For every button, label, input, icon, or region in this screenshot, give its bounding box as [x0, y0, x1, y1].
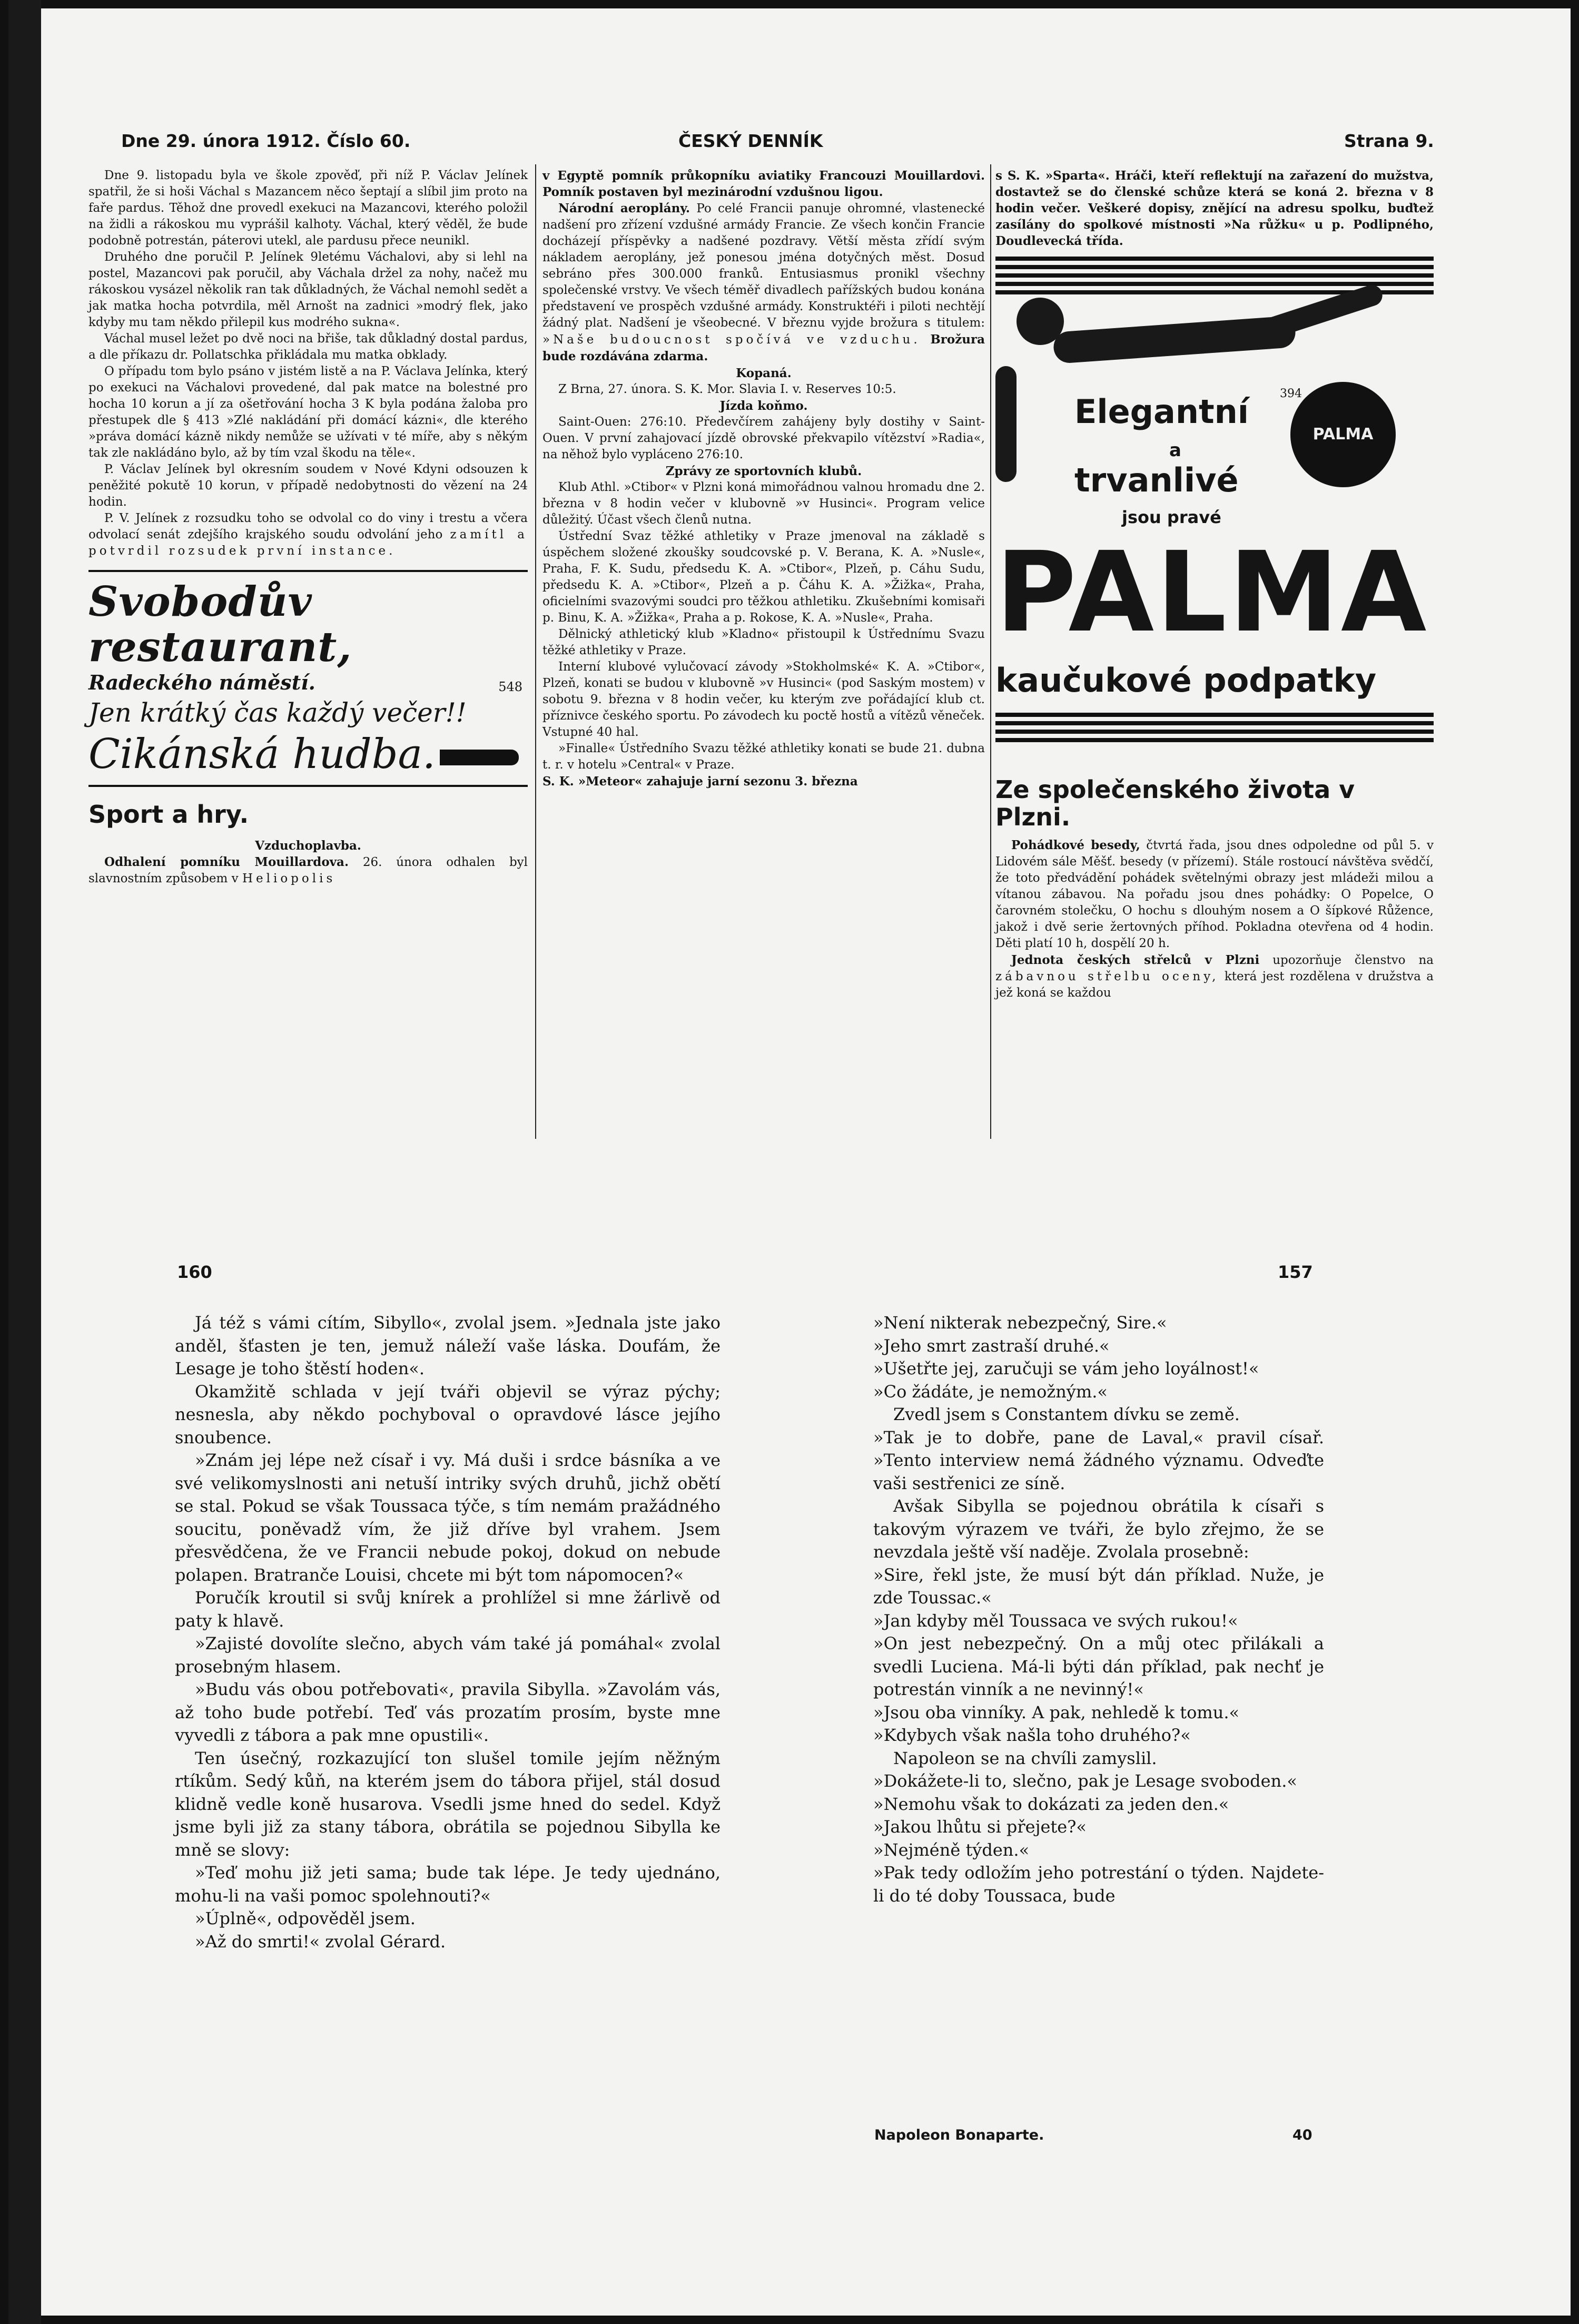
article-paragraph: Saint-Ouen: 276:10. Předevčírem zahájeny byly dostihy v Saint-Ouen. V první zahajovací jízdě obrovské překvapilo vítězství »Radia«, na něhož bylo vypláceno 276:10.	[542, 415, 985, 461]
ad-slogan: Jen krátký čas každý večer!!	[88, 697, 467, 728]
column-1	[88, 168, 528, 887]
article-paragraph: Národní aeroplány. Po celé Francii panuje ohromné, vlastenecké nadšení pro zřízení vzdušné armády Francie. Ze všech končin Francie docházejí příspěvky a nadšené pozdravy. Větší města zřídí svým nákladem aeroplány, jež ponesou jména dotyčných měst. Dosud sebráno přes 300.000 franků. Entusiasmus pronikl všechny společenské vrstvy. Ve všech téměř divadlech pařížských budou konána představení ve prospěch vzdušné armády. Konstruktéři i piloti nechtějí žádný plat. Nadšení je všeobecné. V březnu vyjde brožura s titulem: »Naše budoucnost spočívá ve vzduchu. Brožura bude rozdávána zdarma.	[542, 201, 985, 363]
book-paragraph: »Nejméně týden.«	[873, 1839, 1030, 1860]
subheading: Kopaná.	[736, 366, 792, 380]
book-footer-number: 40	[1292, 2127, 1312, 2143]
book-paragraph: »Jeho smrt zastraší druhé.«	[873, 1335, 1110, 1356]
book-paragraph: »Jakou lhůtu si přejete?«	[873, 1817, 1087, 1837]
aviation-paragraph: Odhalení pomníku Mouillardova. 26. února odhalen byl slavnostním způsobem v Heliopolis	[88, 855, 528, 885]
ad-restaurant-name: Svobodův restaurant,	[88, 578, 352, 671]
book-paragraph: »Kdybych však našla toho druhého?«	[873, 1725, 1191, 1745]
ad-number: 548	[498, 680, 522, 694]
book-paragraph: »Jan kdyby měl Toussaca ve svých rukou!«	[873, 1610, 1238, 1631]
article-paragraph: Ústřední Svaz těžké athletiky v Praze jmenoval na základě s úspěchem složené zkoušky soudcovské p. V. Berana, K. A. »Nusle«, Praha, F. K. Sudu, předsedu K. A. »Ctibor«, Plzeň, p. Cáhu Sudu, předsedu K. A. »Ctibor«, Plzeň a p. Čáhu K. A. »Žižka«, Praha, oficielními svazovými soudci pro těžkou athletiku. Zkušebními komisaři p. Binu, K. A. »Žižka«, Praha a p. Rokose, K. A. »Nusle«, Praha.	[542, 529, 985, 625]
palma-are: jsou pravé	[1122, 507, 1221, 527]
masthead: ČESKÝ DENNÍK	[678, 131, 823, 151]
aviation-heading: Vzduchoplavba.	[255, 839, 361, 853]
pointing-hand-icon	[440, 750, 519, 765]
book-paragraph: »Zajisté dovolíte slečno, abych vám také já pomáhal« zvolal prosebným hlasem.	[175, 1633, 721, 1677]
book-paragraph: »Ušetřte jej, zaručuji se vám jeho loyálnost!«	[873, 1358, 1259, 1378]
palma-ad	[995, 257, 1434, 772]
book-paragraph: »Nemohu však to dokázati za jeden den.«	[873, 1794, 1229, 1814]
article-paragraph: Váchal musel ležet po dvě noci na břiše, tak důkladný dostal pardus, a dle příkazu dr. Pollatschka přikládala mu matka obklady.	[88, 332, 528, 362]
article-paragraph: Klub Athl. »Ctibor« v Plzni koná mimořádnou valnou hromadu dne 2. března v 8 hodin večer v klubovně »v Husinci«. Program velice důležitý. Účast všech členů nutna.	[542, 480, 985, 527]
article-paragraph: s S. K. »Sparta«. Hráči, kteří reflektují na zařazení do mužstva, dostavtež se do členské schůze která se koná 2. března v 8 hodin večer. Veškeré dopisy, znějící na adresu spolku, buďtež zasílány do spolkové místnosti »Na růžku« u p. Podlipného, Doudlevecká třída.	[995, 169, 1434, 248]
right-page-number: 157	[1278, 1262, 1313, 1282]
book-paragraph: »Teď mohu již jeti sama; bude tak lépe. Je tedy ujednáno, mohu-li na vaši pomoc spolehnouti?«	[175, 1863, 721, 1906]
column-rule	[535, 164, 536, 1139]
article-paragraph: S. K. »Meteor« zahajuje jarní sezonu 3. března	[542, 774, 858, 789]
article-paragraph: Pohádkové besedy, čtvrtá řada, jsou dnes odpoledne od půl 5. v Lidovém sále Měšť. besedy (v přízemí). Stále rostoucí návštěva svědčí, že toto předvádění pohádek světelnými obrazy jest mládeži milou a vítanou zábavou. Na pořadu jsou dnes pohádky: O Popelce, O čarovném stolečku, O hochu s dlouhým nosem a O šípkové Růžence, jakož i dvě serie žertovných příhod. Pokladna otevřena od 4 hodin. Děti platí 10 h, dospělí 20 h.	[995, 838, 1434, 950]
page-number: Strana 9.	[1344, 131, 1434, 151]
book-paragraph: »Až do smrti!« zvolal Gérard.	[195, 1931, 446, 1952]
book-paragraph: »Budu vás obou potřebovati«, pravila Sibylla. »Zavolám vás, až toho bude potřebí. Teď vás prozatím prosím, byste mne vyvedli z tábora a pak mne opustili«.	[175, 1679, 721, 1745]
book-paragraph: Poručík kroutil si svůj knírek a prohlížel si mne žárlivě od paty k hlavě.	[175, 1588, 721, 1631]
right-book-page	[873, 1312, 1324, 1907]
article-paragraph: Jednota českých střelců v Plzni upozorňuje členstvo na zábavnou střelbu oceny, která jest rozdělena v družstva a jež koná se každou	[995, 953, 1434, 1000]
runner-arm-figure	[995, 366, 1017, 482]
book-paragraph: Ten úsečný, rozkazující ton slušel tomile jejím něžným rtíkům. Sedý kůň, na kterém jsem do tábora přijel, stál dosud klidně vedle koně husarova. Vsedli jsme hned do sedel. Když jsme byli již za stany tábora, obrátila se pojednou Sibylla ke mně se slovy:	[175, 1748, 721, 1860]
palma-subtitle: kaučukové podpatky	[995, 661, 1377, 700]
subheading: Zprávy ze sportovních klubů.	[665, 464, 862, 478]
book-footer-title: Napoleon Bonaparte.	[874, 2127, 1044, 2143]
book-paragraph: »Pak tedy odložím jeho potrestání o týden. Najdete-li do té doby Toussaca, bude	[873, 1863, 1324, 1906]
book-paragraph: »Sire, řekl jste, že musí být dán příklad. Nuže, je zde Toussac.«	[873, 1564, 1324, 1608]
sport-heading: Sport a hry.	[88, 800, 249, 829]
book-paragraph: »Není nikterak nebezpečný, Sire.«	[873, 1313, 1167, 1333]
issue-date: Dne 29. února 1912. Číslo 60.	[121, 131, 411, 151]
book-paragraph: Zvedl jsem s Constantem dívku se země.	[893, 1404, 1240, 1424]
article-paragraph: Z Brna, 27. února. S. K. Mor. Slavia I. v. Reserves 10:5.	[558, 382, 896, 396]
book-paragraph: »Znám jej lépe než císař i vy. Má duši i srdce básníka a ve své velikomyslnosti ani netuší intriky svých druhů, jichž obětí se stal. Pokud se však Toussaca týče, s tím nemám pražádného soucitu, poněvadž vím, že již dříve byl vrahem. Jsem přesvědčena, že ve Francii nebude pokoj, dokud on nebude polapen. Bratranče Louisi, chcete mi být tom nápomocen?«	[175, 1450, 721, 1585]
palma-durable: trvanlivé	[1074, 461, 1239, 499]
article-paragraph: P. V. Jelínek z rozsudku toho se odvolal co do viny i trestu a včera odvolací senát zdejšího krajského soudu odvolání jeho zamítl a potvrdil rozsudek první instance.	[88, 511, 528, 558]
book-paragraph: Já též s vámi cítím, Sibyllo«, zvolal jsem. »Jednala jste jako anděl, šťasten je ten, jemuž náleží vaše láska. Doufám, že Lesage je toho štěstí hoden«.	[175, 1313, 721, 1378]
book-paragraph: Napoleon se na chvíli zamyslil.	[893, 1748, 1157, 1768]
column-3	[995, 168, 1434, 1001]
left-book-page	[175, 1312, 721, 1953]
article-paragraph: O případu tom bylo psáno v jistém listě a na P. Václava Jelínka, který po exekuci na Váchalovi provedené, dal pak matce na bolestné pro hocha 10 korun a jí za ošetřování hocha 3 K byla podána žaloba pro přestupek dle § 413 »Zlé nakládání při domácí kázni«, dle kterého »práva domácí kázně nikdy nemůže se užívati v té míře, aby s někým tak zle nakládáno bylo, až by tím vzal škodu na těle«.	[88, 365, 528, 460]
column-2	[542, 168, 985, 790]
article-paragraph: Dělnický athletický klub »Kladno« přistoupil k Ústřednímu Svazu těžké athletiky v Praze.	[542, 627, 985, 657]
restaurant-ad	[88, 570, 528, 787]
palma-and: a	[1169, 440, 1181, 461]
society-heading: Ze společenského života v Plzni.	[995, 775, 1355, 831]
article-paragraph: v Egyptě pomník průkopníku aviatiky Francouzi Mouillardovi. Pomník postaven byl mezinárodní vzdušnou ligou.	[542, 169, 985, 199]
article-paragraph: Interní klubové vylučovací závody »Stokholmské« K. A. »Ctibor«, Plzeň, konati se budou v klubovně »v Husinci« (pod Saským mostem) v sobotu 9. března v 8 hodin večer, ku kterým zve pořádající klub ct. příznivce českého sportu. Po závodech ku poctě hostů a vítězů věneček. Vstupné 40 hal.	[542, 660, 985, 739]
book-paragraph: »Dokážete-li to, slečno, pak je Lesage svoboden.«	[873, 1771, 1297, 1791]
article-paragraph: »Finalle« Ústředního Svazu těžké athletiky konati se bude 21. dubna t. r. v hotelu »Central« v Praze.	[542, 742, 985, 772]
subheading: Jízda koňmo.	[719, 399, 808, 413]
palma-badge-icon: PALMA	[1290, 382, 1396, 487]
article-paragraph: Druhého dne poručil P. Jelínek 9letému Váchalovi, aby si lehl na postel, Mazancovi pak poručil, aby Váchala držel za nohy, načež mu rákoskou vysázel několik ran tak důkladných, že Váchal nemohl sedět a jak matka hocha potvrdila, měl Arnošt na zadnici »modrý flek, jako kdyby mu tam někdo přilepil kus modrého sukna«.	[88, 250, 528, 329]
book-paragraph: Avšak Sibylla se pojednou obrátila k císaři s takovým výrazem ve tváři, že bylo zřejmo, že se nevzdala ještě vší naděje. Zvolala prosebně:	[873, 1496, 1324, 1562]
ad-address: Radeckého náměstí. 548	[88, 670, 528, 695]
ad-number: 394	[1280, 387, 1302, 400]
left-page-number: 160	[177, 1262, 212, 1282]
book-paragraph: »Jsou oba vinníky. A pak, nehledě k tomu.«	[873, 1702, 1240, 1722]
palma-elegant: Elegantní	[1074, 392, 1249, 431]
book-paragraph: »Co žádáte, je nemožným.«	[873, 1381, 1108, 1402]
book-paragraph: »Tak je to dobře, pane de Laval,« pravil císař. »Tento interview nemá žádného významu. Odveďte vaši sestřenici ze síně.	[873, 1427, 1324, 1493]
book-paragraph: »On jest nebezpečný. On a můj otec přilákali a svedli Luciena. Má-li býti dán příklad, pak nechť je potrestán vinník a ne nevinný!«	[873, 1633, 1324, 1699]
article-paragraph: Dne 9. listopadu byla ve škole zpověď, při níž P. Václav Jelínek spatřil, že si hoši Váchal s Mazancem něco šeptají a slíbil jim proto na faře pardus. Těhož dne provedl exekuci na Mazancovi, kterého položil na židli a rákoskou mu vyprášil kalhoty. Váchal, který věděl, že bude podobně potrestán, páterovi utekl, ale pardusu přece neunikl.	[88, 169, 528, 248]
book-paragraph: Okamžitě schlada v její tváři objevil se výraz pýchy; nesnesla, aby někdo pochyboval o opravdové lásce jejího snoubence.	[175, 1381, 721, 1447]
book-paragraph: »Úplně«, odpověděl jsem.	[195, 1908, 416, 1928]
newspaper-header	[121, 126, 1434, 158]
article-paragraph: P. Václav Jelínek byl okresním soudem v Nové Kdyni odsouzen k peněžité pokutě 10 korun, v případě nedobytnosti do vězení na 24 hodin.	[88, 462, 528, 509]
palma-brand: PALMA	[995, 528, 1429, 657]
adjacent-page-edge	[8, 0, 41, 2324]
column-rule	[990, 164, 991, 1139]
ad-music: Cikánská hudba.	[88, 730, 528, 779]
